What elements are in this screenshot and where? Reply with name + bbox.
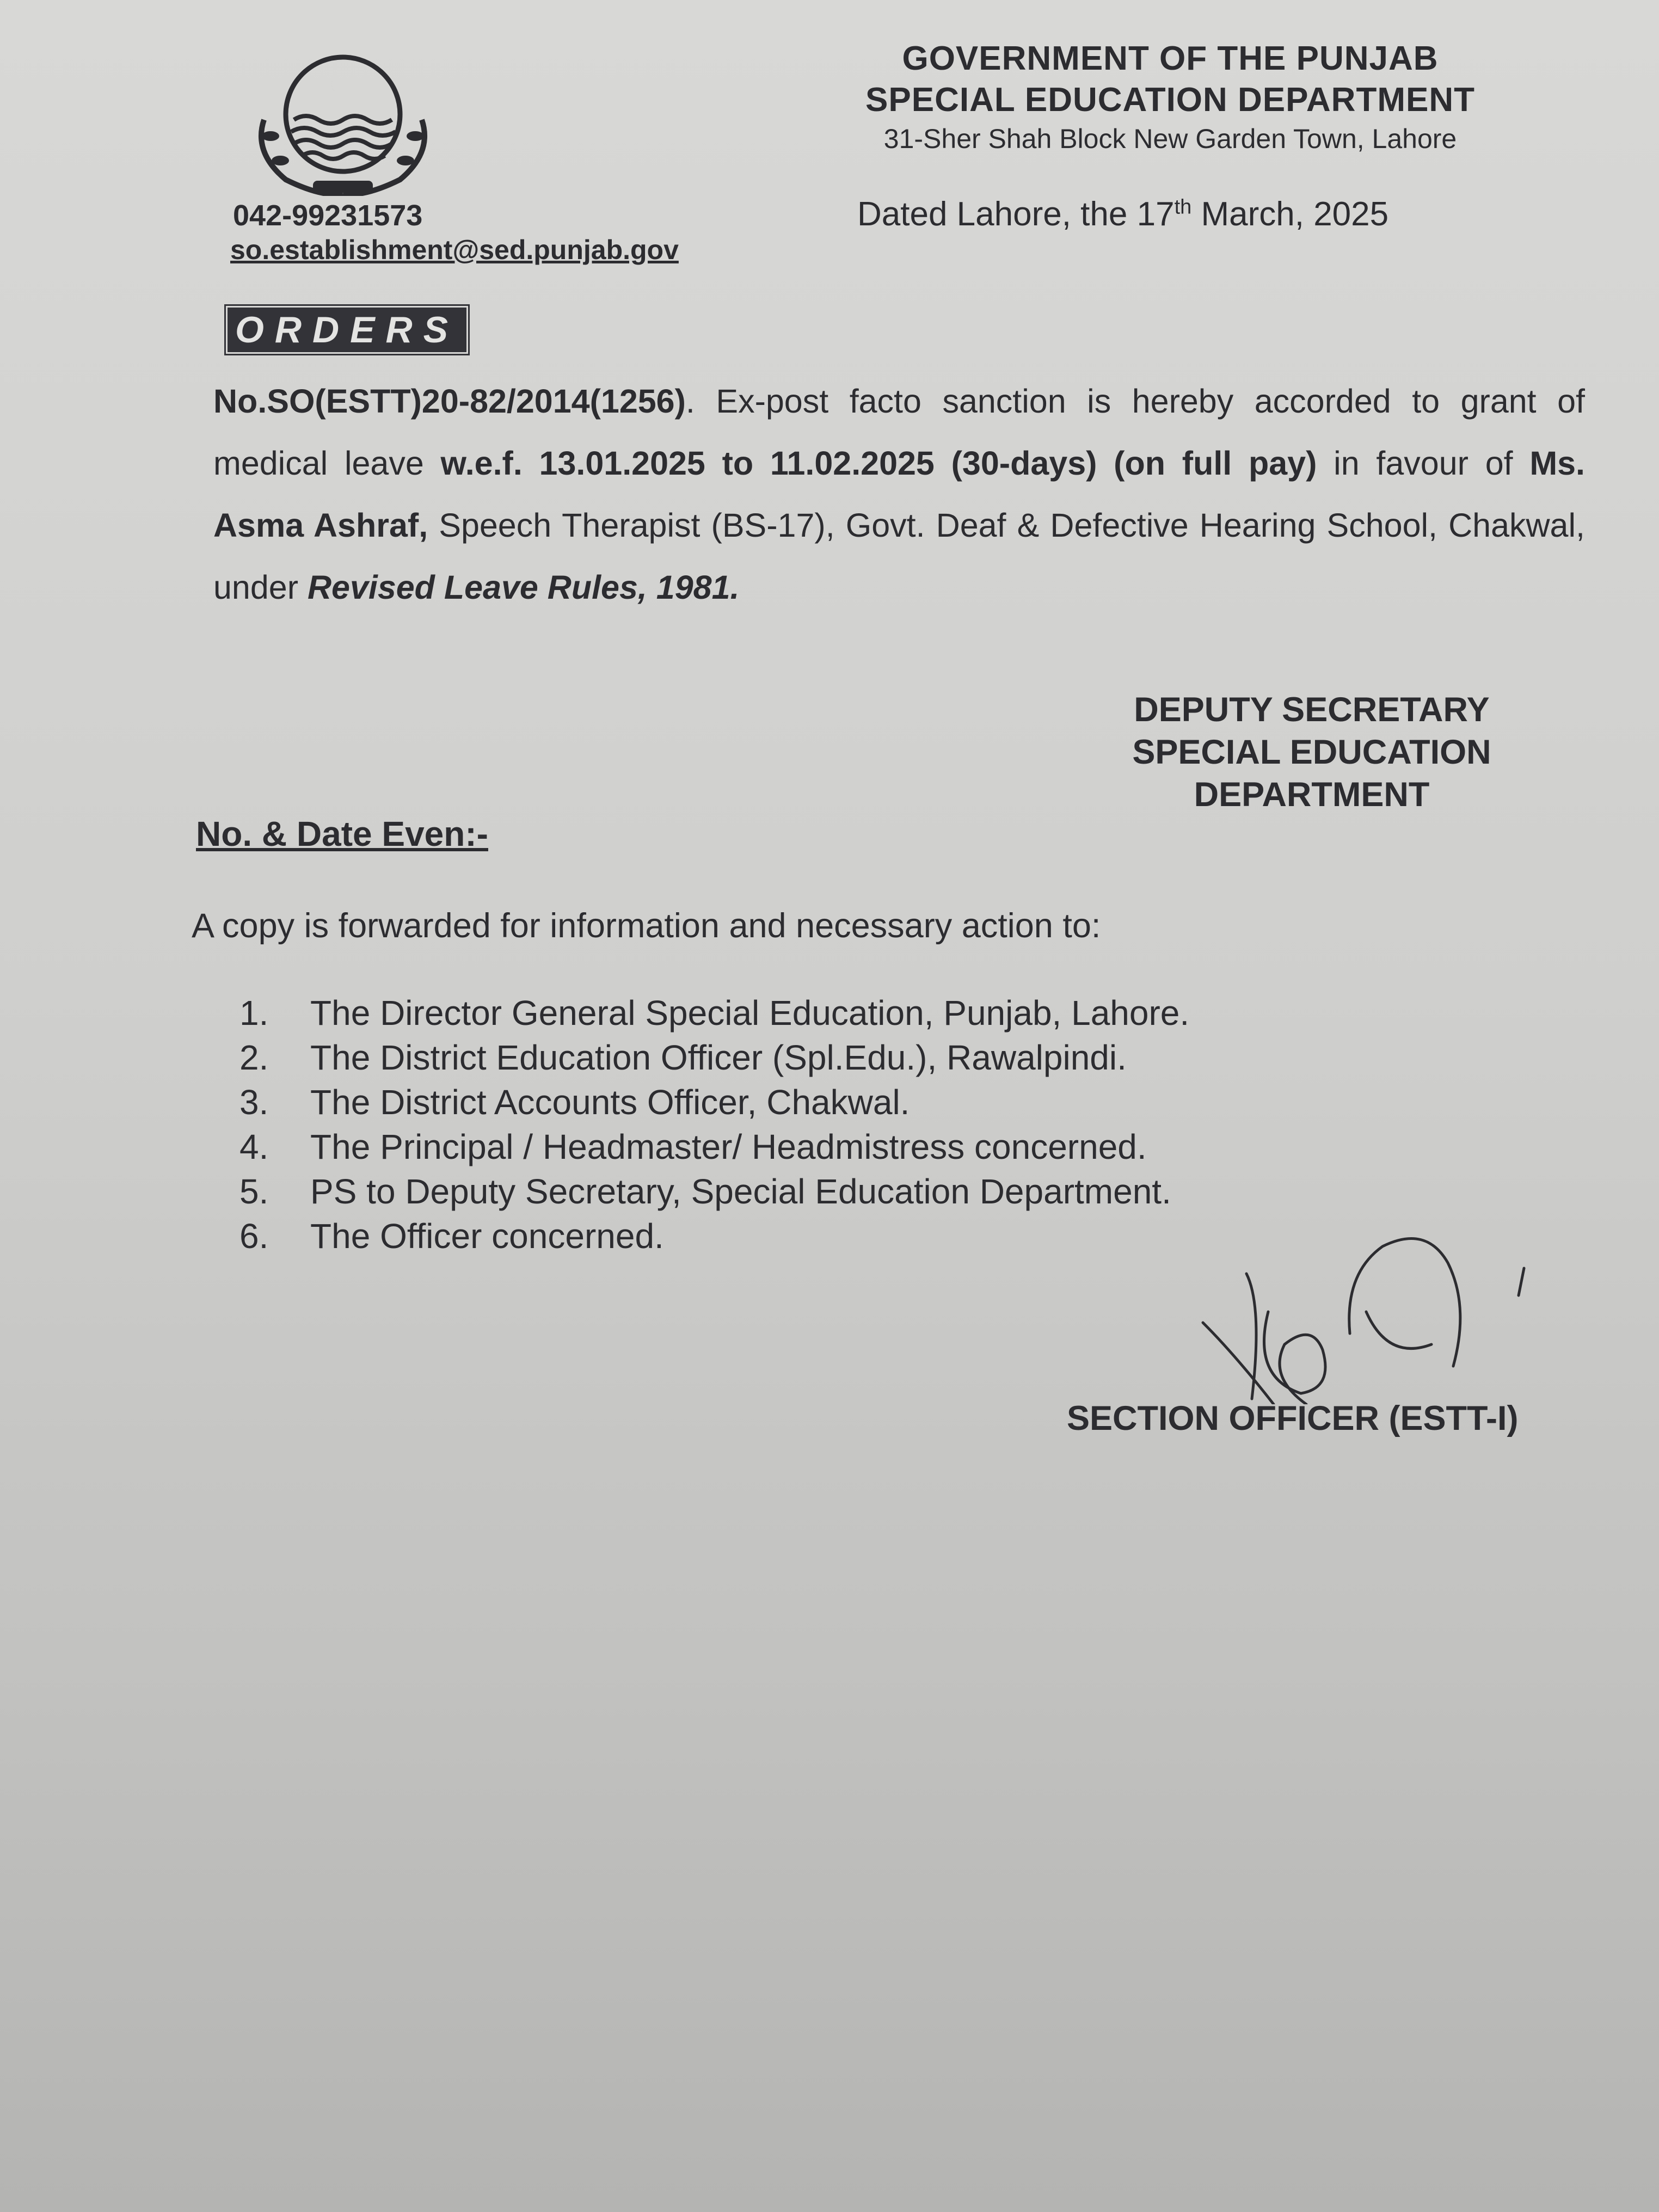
letterhead	[816, 38, 1524, 157]
list-number: 1.	[239, 993, 269, 1033]
government-title: GOVERNMENT OF THE PUNJAB	[902, 40, 1439, 77]
department-title: SPECIAL EDUCATION DEPARTMENT	[865, 81, 1475, 119]
list-item	[239, 991, 1189, 1035]
no-date-even-heading: No. & Date Even:-	[196, 814, 488, 853]
email-address: so.establishment@sed.punjab.gov	[230, 235, 679, 265]
order-text-2: in favour of	[1317, 445, 1530, 482]
list-number: 2.	[239, 1038, 269, 1077]
list-item	[239, 1169, 1189, 1214]
dated-prefix: Dated Lahore, the 17	[857, 195, 1175, 233]
list-item	[239, 1125, 1189, 1169]
orders-heading-box	[226, 306, 468, 354]
forward-text: A copy is forwarded for information and necessary action to:	[192, 907, 1101, 945]
leave-rules: Revised Leave Rules, 1981.	[307, 569, 740, 606]
section-officer-title: SECTION OFFICER (ESTT-I)	[1067, 1399, 1519, 1437]
list-number: 3.	[239, 1083, 269, 1122]
orders-heading: ORDERS	[235, 309, 459, 351]
order-number: No.SO(ESTT)20-82/2014(1256)	[213, 383, 686, 420]
order-paragraph	[213, 370, 1585, 618]
dated-line	[857, 195, 1388, 234]
list-text: The District Education Officer (Spl.Edu.), Rawalpindi.	[310, 1038, 1127, 1077]
list-item	[239, 1080, 1189, 1125]
list-text: PS to Deputy Secretary, Special Education Department.	[310, 1172, 1171, 1211]
list-item	[239, 1035, 1189, 1080]
dated-ordinal-suffix: th	[1174, 195, 1192, 219]
department-address: 31-Sher Shah Block New Garden Town, Lahore	[883, 124, 1457, 154]
employee-name: Ms. Asma Ashraf,	[213, 445, 1585, 544]
deputy-secretary-block	[1067, 689, 1557, 816]
list-number: 5.	[239, 1172, 269, 1211]
phone-number: 042-99231573	[233, 199, 423, 232]
list-number: 4.	[239, 1127, 269, 1166]
list-text: The Officer concerned.	[310, 1216, 664, 1256]
handwritten-signature	[1187, 1187, 1589, 1404]
list-text: The Director General Special Education, Punjab, Lahore.	[310, 993, 1190, 1033]
deputy-line-3: DEPARTMENT	[1194, 776, 1430, 814]
list-item	[239, 1214, 1189, 1258]
deputy-line-1: DEPUTY SECRETARY	[1134, 691, 1490, 729]
order-text-1: . Ex-post facto sanction is hereby accorded to grant of medical leave	[213, 383, 1585, 482]
list-text: The Principal / Headmaster/ Headmistress concerned.	[310, 1127, 1147, 1166]
dated-rest: March, 2025	[1191, 195, 1389, 233]
deputy-line-2: SPECIAL EDUCATION	[1132, 733, 1491, 771]
list-number: 6.	[239, 1216, 269, 1256]
order-text-3: Speech Therapist (BS-17), Govt. Deaf & Defective Hearing School, Chakwal, under	[213, 507, 1585, 606]
punjab-emblem-logo	[248, 54, 438, 196]
list-text: The District Accounts Officer, Chakwal.	[310, 1083, 910, 1122]
leave-period: w.e.f. 13.01.2025 to 11.02.2025 (30-days) (on full pay)	[440, 445, 1317, 482]
distribution-list	[239, 991, 1189, 1258]
